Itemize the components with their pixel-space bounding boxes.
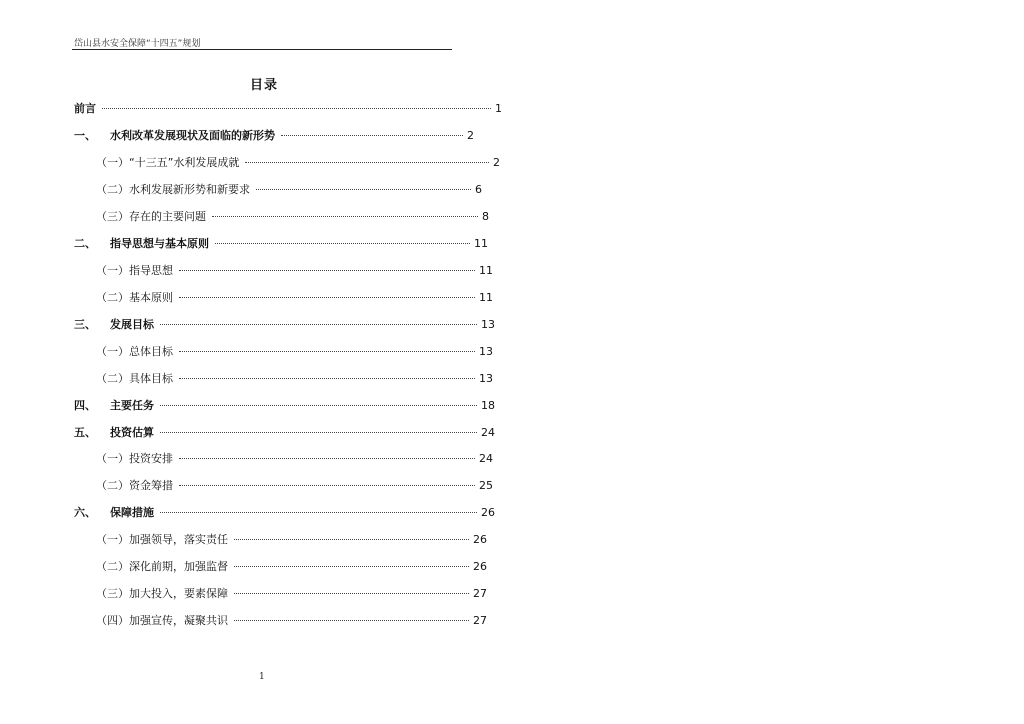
toc-entry-label: （二）水利发展新形势和新要求: [96, 183, 250, 196]
toc-entry-section-5-1[interactable]: [96, 452, 493, 466]
toc-entry-label: 水利改革发展现状及面临的新形势: [110, 129, 275, 142]
toc-entry-page: 26: [473, 533, 487, 546]
toc-leader: [179, 378, 475, 379]
toc-entry-label: 前言: [74, 102, 96, 115]
toc-leader: [215, 243, 470, 244]
toc-entry-page: 26: [481, 506, 495, 519]
toc-entry-label: （四）加强宣传，凝聚共识: [96, 614, 228, 627]
toc-entry-section-2-1[interactable]: [96, 264, 493, 278]
toc-entry-number: 二、: [74, 237, 96, 250]
toc-entry-section-6-4[interactable]: [96, 614, 487, 628]
toc-entry-number: 六、: [74, 506, 96, 519]
toc-entry-page: 13: [481, 318, 495, 331]
toc-entry-page: 8: [482, 210, 489, 223]
toc-entry-page: 11: [479, 291, 493, 304]
toc-leader: [281, 135, 463, 136]
toc-entry-label: 指导思想与基本原则: [110, 237, 209, 250]
toc-entry-page: 6: [475, 183, 482, 196]
toc-leader: [102, 108, 491, 109]
page-number: 1: [259, 672, 265, 682]
toc-entry-page: 24: [479, 452, 493, 465]
toc-leader: [179, 270, 475, 271]
toc-entry-chapter-6[interactable]: [74, 506, 495, 520]
toc-leader: [179, 458, 475, 459]
toc-entry-chapter-1[interactable]: [74, 129, 474, 143]
toc-entry-label: 保障措施: [110, 506, 154, 519]
toc-entry-label: （二）资金筹措: [96, 479, 173, 492]
toc-entry-label: （三）加大投入，要素保障: [96, 587, 228, 600]
toc-entry-label: （二）具体目标: [96, 372, 173, 385]
toc-entry-chapter-4[interactable]: [74, 399, 495, 413]
toc-entry-section-2-2[interactable]: [96, 291, 493, 305]
toc-entry-page: 1: [495, 102, 502, 115]
toc-entry-page: 27: [473, 587, 487, 600]
toc-entry-label: （二）深化前期，加强监督: [96, 560, 228, 573]
header-rule: [72, 49, 452, 50]
toc-entry-section-3-2[interactable]: [96, 372, 493, 386]
toc-entry-label: （一）加强领导，落实责任: [96, 533, 228, 546]
toc-entry-page: 26: [473, 560, 487, 573]
toc-leader: [234, 566, 469, 567]
toc-entry-section-3-1[interactable]: [96, 345, 493, 359]
toc-entry-label: （一）投资安排: [96, 452, 173, 465]
toc-leader: [234, 620, 469, 621]
toc-entry-page: 2: [493, 156, 500, 169]
toc-entry-number: 四、: [74, 399, 96, 412]
toc-entry-section-1-2[interactable]: [96, 183, 482, 197]
toc-leader: [160, 405, 477, 406]
toc-entry-chapter-3[interactable]: [74, 318, 495, 332]
toc-entry-number: 五、: [74, 426, 96, 439]
toc-entry-label: 发展目标: [110, 318, 154, 331]
toc-entry-label: 主要任务: [110, 399, 154, 412]
toc-leader: [234, 593, 469, 594]
toc-entry-label: （三）存在的主要问题: [96, 210, 206, 223]
toc-entry-page: 18: [481, 399, 495, 412]
toc-entry-chapter-5[interactable]: [74, 426, 495, 440]
toc-title: 目录: [250, 78, 279, 93]
toc-entry-page: 11: [479, 264, 493, 277]
running-header: 岱山县水安全保障“十四五”规划: [74, 39, 201, 49]
toc-leader: [234, 539, 469, 540]
toc-entry-number: 一、: [74, 129, 96, 142]
toc-leader: [245, 162, 489, 163]
toc-leader: [160, 512, 477, 513]
toc-entry-section-6-2[interactable]: [96, 560, 487, 574]
toc-entry-label: （一）指导思想: [96, 264, 173, 277]
toc-entry-page: 11: [474, 237, 488, 250]
toc-entry-preface[interactable]: [74, 102, 502, 116]
toc-entry-label: （二）基本原则: [96, 291, 173, 304]
toc-leader: [179, 485, 475, 486]
toc-entry-label: （一）“十三五”水利发展成就: [96, 156, 240, 169]
toc-entry-page: 24: [481, 426, 495, 439]
toc-entry-page: 13: [479, 345, 493, 358]
toc-entry-section-5-2[interactable]: [96, 479, 493, 493]
toc-leader: [160, 432, 477, 433]
toc-leader: [212, 216, 478, 217]
toc-entry-page: 27: [473, 614, 487, 627]
toc-leader: [256, 189, 471, 190]
toc-leader: [160, 324, 477, 325]
toc-entry-number: 三、: [74, 318, 96, 331]
toc-entry-page: 13: [479, 372, 493, 385]
toc-entry-label: 投资估算: [110, 426, 154, 439]
toc-entry-page: 25: [479, 479, 493, 492]
toc-entry-section-1-3[interactable]: [96, 210, 489, 224]
toc-entry-label: （一）总体目标: [96, 345, 173, 358]
toc-entry-chapter-2[interactable]: [74, 237, 488, 251]
toc-entry-page: 2: [467, 129, 474, 142]
toc-entry-section-1-1[interactable]: [96, 156, 500, 170]
toc-entry-section-6-3[interactable]: [96, 587, 487, 601]
toc-entry-section-6-1[interactable]: [96, 533, 487, 547]
toc-leader: [179, 297, 475, 298]
toc-leader: [179, 351, 475, 352]
